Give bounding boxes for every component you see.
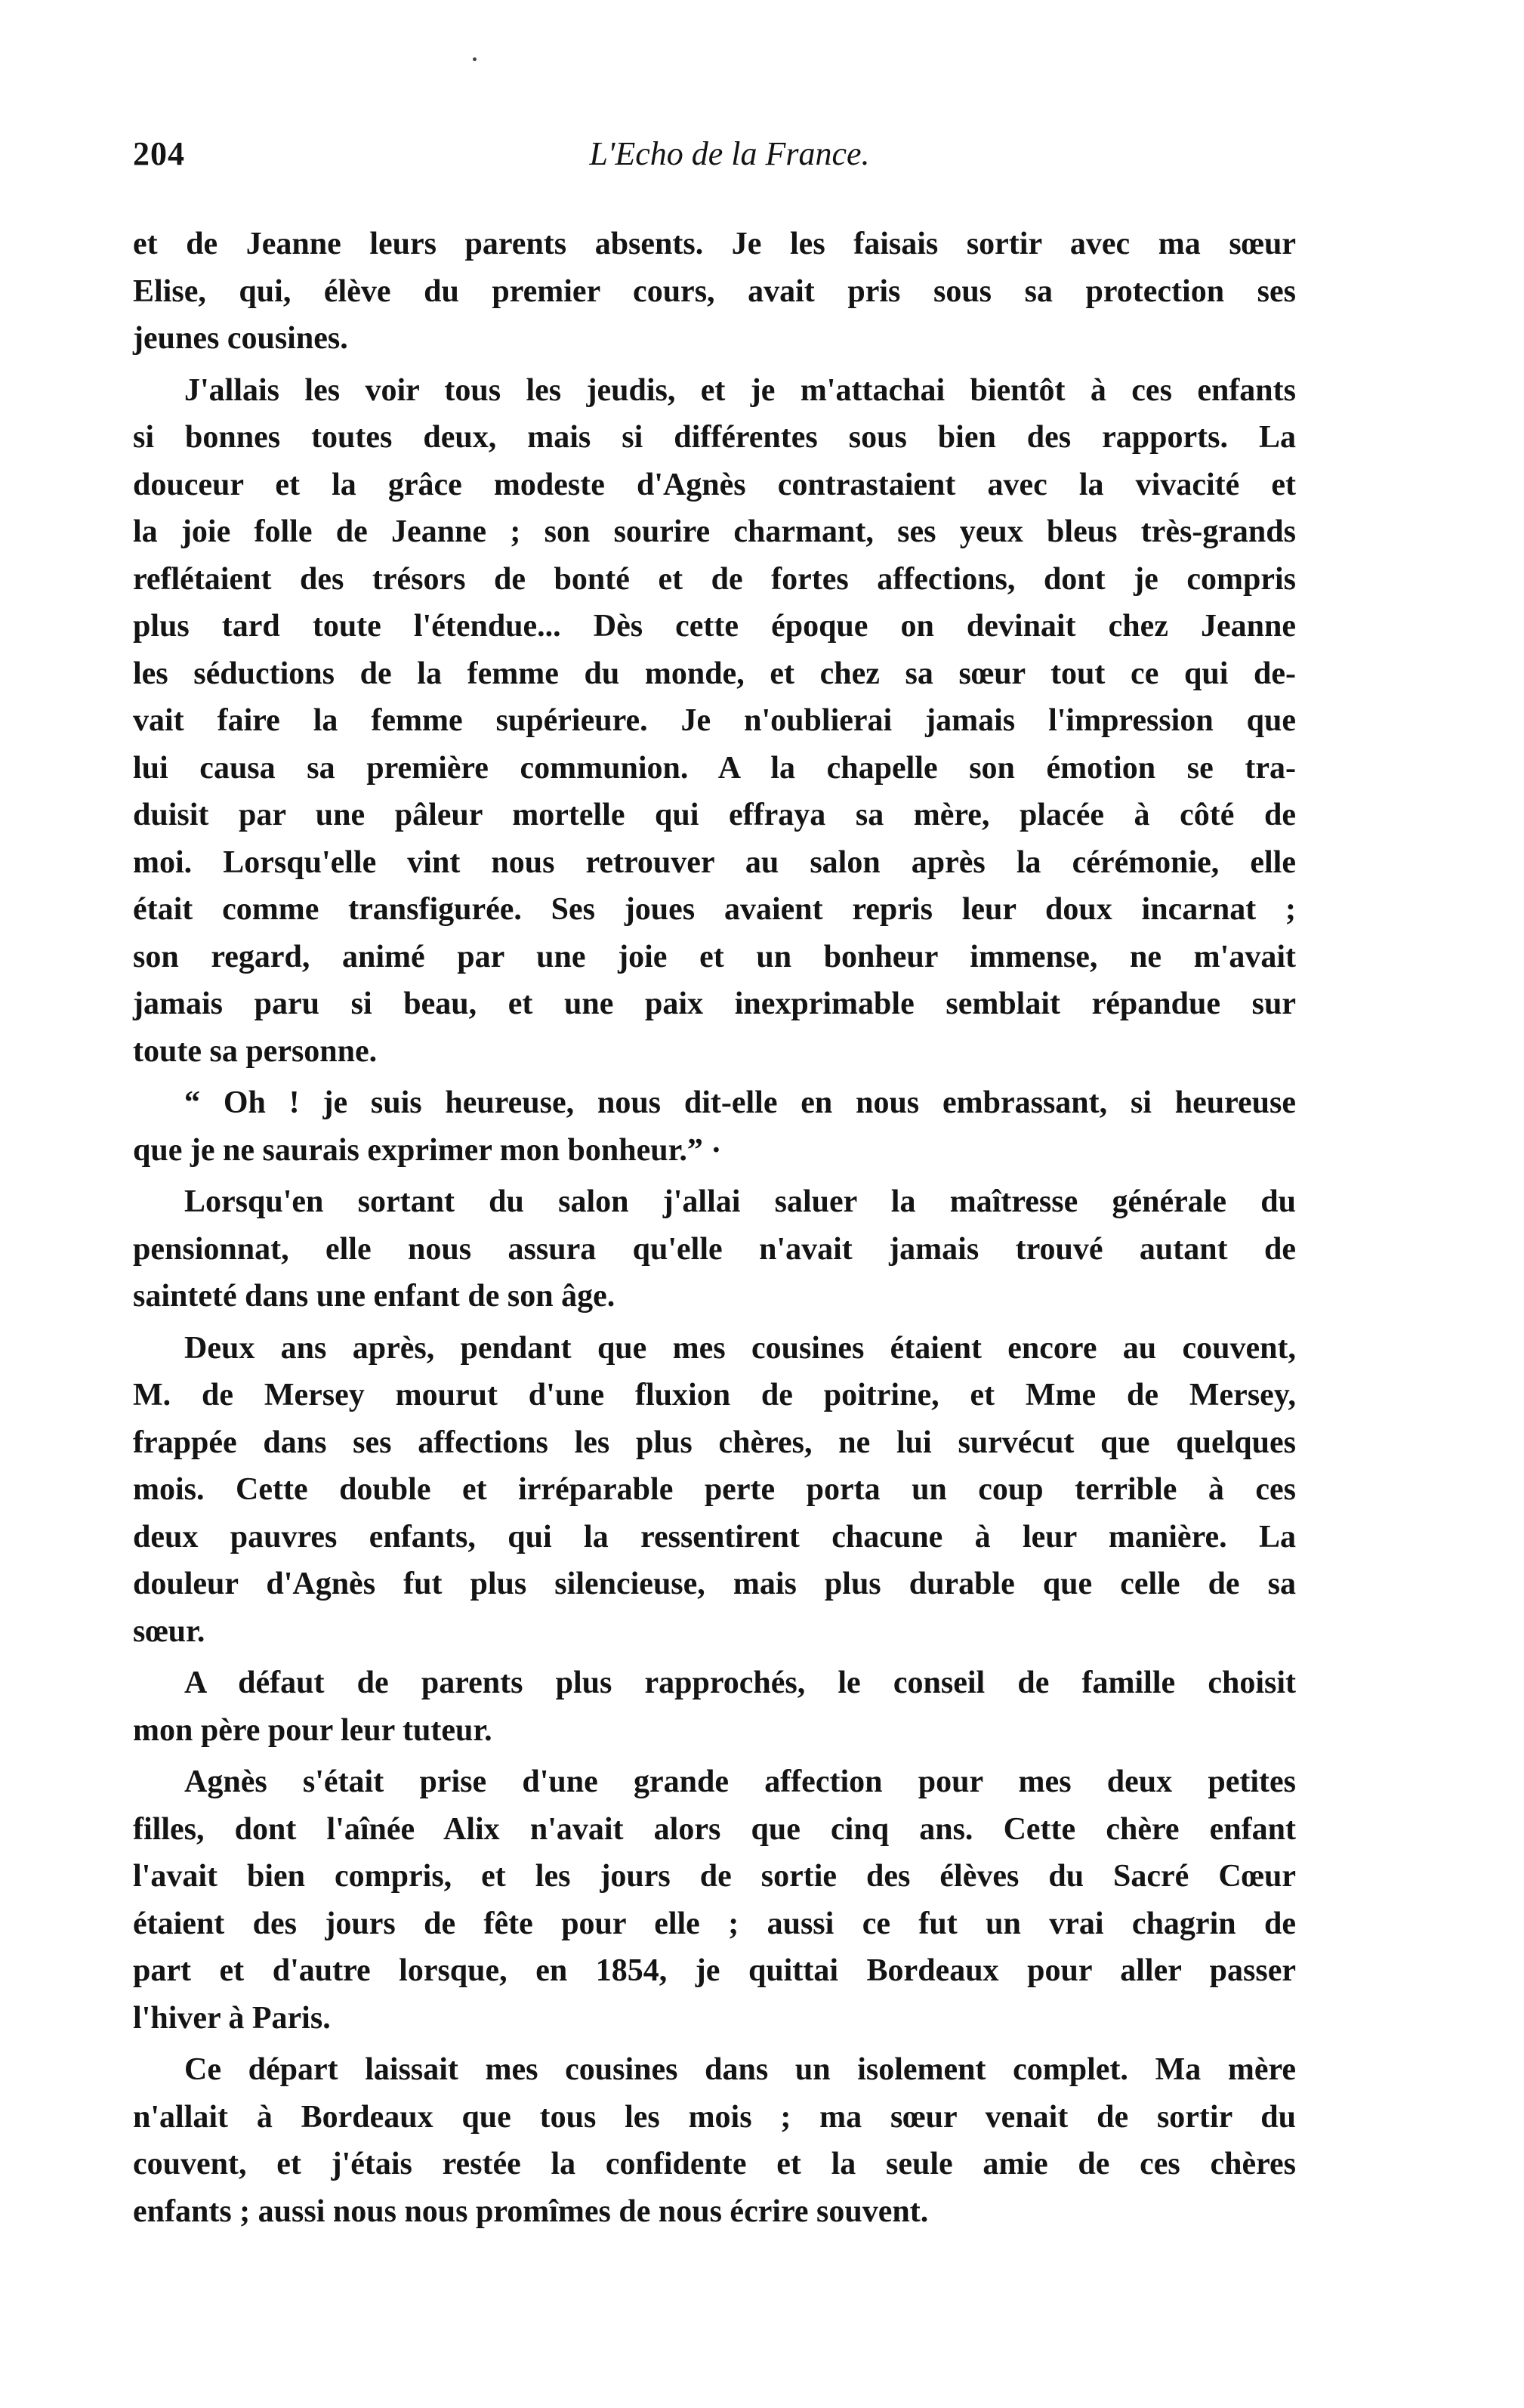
text-line: l'hiver à Paris. <box>133 2000 331 2036</box>
text-line: Deux ans après, pendant que mes cousines étaient encore au couvent, <box>184 1330 1296 1366</box>
text-line: la joie folle de Jeanne ; son sourire charmant, ses yeux bleus très-grands <box>133 514 1296 549</box>
text-line: couvent, et j'étais restée la confidente et la seule amie de ces chères <box>133 2147 1296 2181</box>
text-line: vait faire la femme supérieure. Je n'oublierai jamais l'impression que <box>133 703 1296 738</box>
running-title: L'Echo de la France. <box>589 135 870 172</box>
text-line: douleur d'Agnès fut plus silencieuse, mais plus durable que celle de sa <box>133 1567 1296 1601</box>
body-text <box>133 221 1296 2235</box>
page-number: 204 <box>133 135 185 172</box>
paragraph <box>133 221 1296 363</box>
paragraph <box>133 367 1296 1076</box>
text-line: étaient des jours de fête pour elle ; aussi ce fut un vrai chagrin de <box>133 1906 1296 1941</box>
text-line: M. de Mersey mourut d'une fluxion de poitrine, et Mme de Mersey, <box>133 1378 1296 1412</box>
text-line: enfants ; aussi nous nous promîmes de nous écrire souvent. <box>133 2193 929 2229</box>
stray-ink-dot <box>473 57 477 61</box>
text-line: part et d'autre lorsque, en 1854, je quittai Bordeaux pour aller passer <box>133 1953 1296 1988</box>
text-line: deux pauvres enfants, qui la ressentirent chacune à leur manière. La <box>133 1519 1296 1554</box>
text-line: l'avait bien compris, et les jours de sortie des élèves du Sacré Cœur <box>133 1859 1296 1894</box>
text-line: reflétaient des trésors de bonté et de fortes affections, dont je compris <box>133 561 1296 597</box>
text-line: frappée dans ses affections les plus chères, ne lui survécut que quelques <box>133 1425 1296 1460</box>
text-line: toute sa personne. <box>133 1033 378 1069</box>
text-line: si bonnes toutes deux, mais si différentes sous bien des rapports. La <box>133 420 1296 455</box>
text-line: “ Oh ! je suis heureuse, nous dit-elle en nous embrassant, si heureuse <box>184 1085 1296 1120</box>
page-header <box>133 134 1296 180</box>
text-line: les séductions de la femme du monde, et chez sa sœur tout ce qui de- <box>133 656 1296 691</box>
text-line: moi. Lorsqu'elle vint nous retrouver au salon après la cérémonie, elle <box>133 844 1296 880</box>
text-line: lui causa sa première communion. A la chapelle son émotion se tra- <box>133 750 1296 786</box>
text-line: pensionnat, elle nous assura qu'elle n'avait jamais trouvé autant de <box>133 1231 1296 1267</box>
text-line: son regard, animé par une joie et un bonheur immense, ne m'avait <box>133 939 1296 974</box>
text-line: douceur et la grâce modeste d'Agnès contrastaient avec la vivacité et <box>133 467 1296 502</box>
text-line: n'allait à Bordeaux que tous les mois ; ma sœur venait de sortir du <box>133 2099 1296 2135</box>
paragraph <box>133 1325 1296 1656</box>
text-line: que je ne saurais exprimer mon bonheur.” · <box>133 1132 722 1168</box>
text-line: sainteté dans une enfant de son âge. <box>133 1279 615 1314</box>
text-line: Agnès s'était prise d'une grande affection pour mes deux petites <box>184 1764 1296 1799</box>
text-line: jeunes cousines. <box>133 321 348 356</box>
paragraph <box>133 1758 1296 2042</box>
text-line: plus tard toute l'étendue... Dès cette époque on devinait chez Jeanne <box>133 609 1296 644</box>
text-line: Elise, qui, élève du premier cours, avait pris sous sa protection ses <box>133 273 1296 309</box>
text-line: mois. Cette double et irréparable perte porta un coup terrible à ces <box>133 1472 1296 1507</box>
text-line: et de Jeanne leurs parents absents. Je les faisais sortir avec ma sœur <box>133 227 1296 261</box>
text-line: duisit par une pâleur mortelle qui effraya sa mère, placée à côté de <box>133 798 1296 832</box>
text-line: mon père pour leur tuteur. <box>133 1712 492 1748</box>
text-line: était comme transfigurée. Ses joues avaient repris leur doux incarnat ; <box>133 892 1296 927</box>
paragraph <box>133 1079 1296 1174</box>
text-line: J'allais les voir tous les jeudis, et je m'attachai bientôt à ces enfants <box>184 372 1296 408</box>
text-line: filles, dont l'aînée Alix n'avait alors que cinq ans. Cette chère enfant <box>133 1811 1296 1847</box>
text-line: A défaut de parents plus rapprochés, le conseil de famille choisit <box>184 1666 1296 1700</box>
paragraph <box>133 2046 1296 2235</box>
paragraph <box>133 1659 1296 1754</box>
text-line: sœur. <box>133 1613 205 1649</box>
text-line: Lorsqu'en sortant du salon j'allai saluer la maîtresse générale du <box>184 1184 1296 1219</box>
paragraph <box>133 1178 1296 1320</box>
text-line: jamais paru si beau, et une paix inexprimable semblait répandue sur <box>133 986 1296 1021</box>
text-line: Ce départ laissait mes cousines dans un isolement complet. Ma mère <box>184 2052 1296 2087</box>
